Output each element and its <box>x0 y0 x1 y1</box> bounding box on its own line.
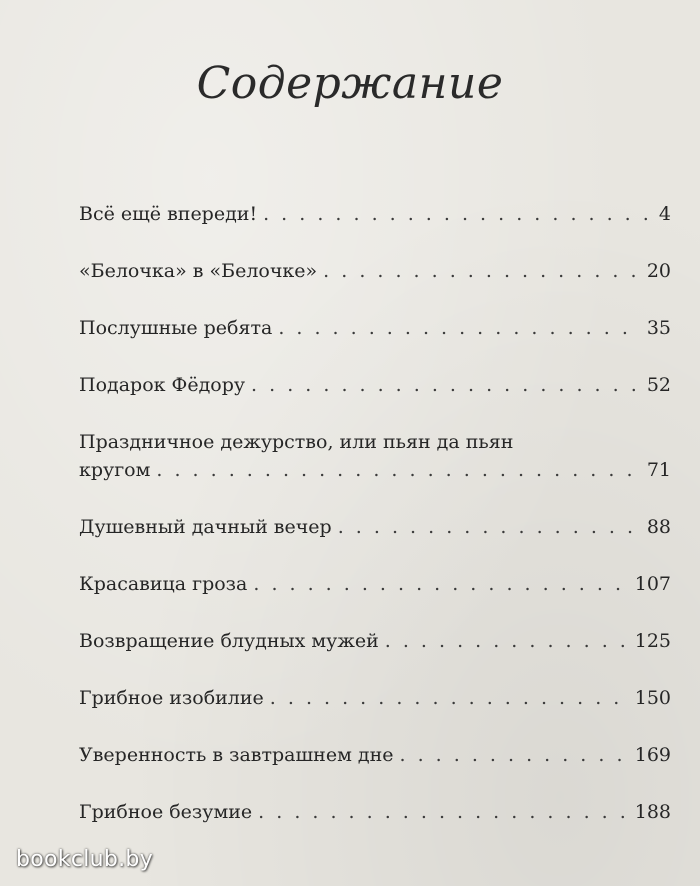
dot-leader <box>253 570 628 598</box>
toc-entry <box>79 798 671 826</box>
toc-entry-page: 20 <box>646 260 671 282</box>
toc-entry-page: 4 <box>658 203 671 225</box>
toc-entry <box>79 741 671 769</box>
toc-entry-title: Грибное безумие <box>79 801 253 823</box>
toc-entry-title: Возвращение блудных мужей <box>79 630 379 652</box>
dot-leader <box>278 314 641 342</box>
toc-entry-page: 52 <box>646 374 671 396</box>
dot-leader <box>338 513 641 541</box>
dot-leader <box>263 200 653 228</box>
toc-entry <box>79 513 671 541</box>
toc-entry-title: Уверенность в завтрашнем дне <box>79 744 394 766</box>
toc-entry-title: Послушные ребята <box>79 317 273 339</box>
toc-entry-page: 88 <box>646 516 671 538</box>
dot-leader <box>400 741 629 769</box>
toc-entry <box>79 257 671 285</box>
toc-entry-title-line1: Праздничное дежурство, или пьян да пьян <box>79 431 514 453</box>
toc-entry <box>79 314 671 342</box>
toc-entry <box>79 570 671 598</box>
dot-leader <box>323 257 641 285</box>
toc-entry-page: 107 <box>634 573 671 595</box>
toc-entry-title: Красавица гроза <box>79 573 248 595</box>
page-title: Содержание <box>196 58 504 109</box>
toc-entry-title: «Белочка» в «Белочке» <box>79 260 318 282</box>
toc-entry-title: Грибное изобилие <box>79 687 264 709</box>
toc-entry <box>79 627 671 655</box>
watermark: bookclub.by <box>16 847 154 872</box>
toc-entry-title: Подарок Фёдору <box>79 374 246 396</box>
toc-entry <box>79 200 671 228</box>
dot-leader <box>251 371 641 399</box>
toc-entry-title-line2: кругом <box>79 459 151 481</box>
dot-leader <box>156 456 640 484</box>
toc-entry-title: Душевный дачный вечер <box>79 516 332 538</box>
table-of-contents <box>79 200 671 855</box>
toc-entry-page: 35 <box>646 317 671 339</box>
toc-entry-page: 71 <box>646 459 671 481</box>
toc-entry <box>79 428 671 484</box>
toc-entry-title: Всё ещё впереди! <box>79 203 258 225</box>
toc-entry-page: 150 <box>634 687 671 709</box>
toc-entry <box>79 684 671 712</box>
toc-entry <box>79 371 671 399</box>
dot-leader <box>270 684 629 712</box>
toc-entry-page: 169 <box>634 744 671 766</box>
toc-entry-page: 125 <box>634 630 671 652</box>
toc-entry-page: 188 <box>634 801 671 823</box>
dot-leader <box>258 798 629 826</box>
dot-leader <box>385 627 629 655</box>
